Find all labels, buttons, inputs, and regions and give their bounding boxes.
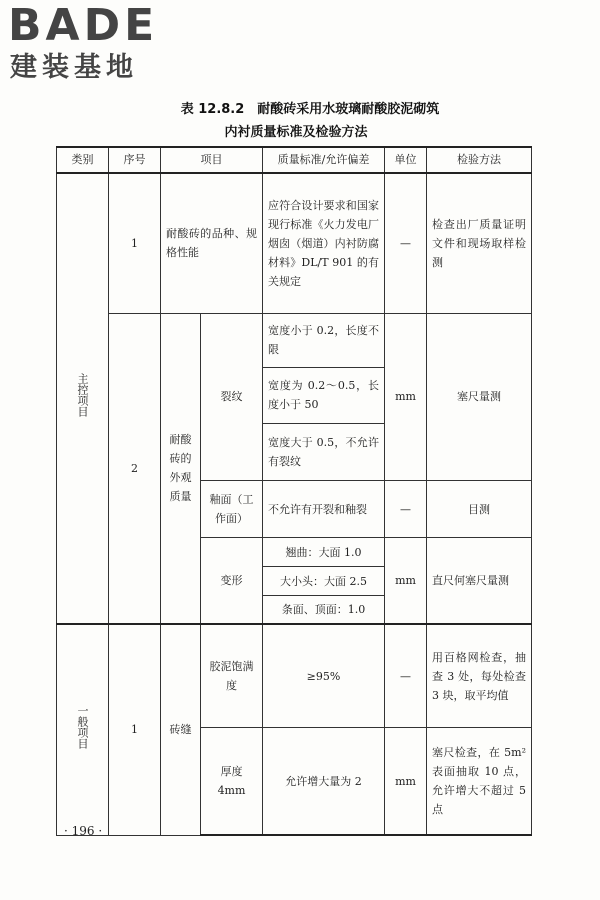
header-seq: 序号 bbox=[109, 147, 161, 173]
subitem-cell: 胶泥饱满度 bbox=[201, 624, 263, 728]
item-cell: 耐酸砖的品种、规格性能 bbox=[161, 173, 263, 313]
table-title-line2: 内衬质量标准及检验方法 bbox=[224, 125, 368, 140]
unit-cell: mm bbox=[385, 728, 427, 835]
method-cell: 直尺何塞尺量测 bbox=[427, 538, 532, 624]
logo-subtitle: 建装基地 bbox=[10, 52, 138, 83]
standard-cell: 宽度小于 0.2，长度不限 bbox=[263, 313, 385, 367]
header-category: 类别 bbox=[57, 147, 109, 173]
method-cell: 塞尺检查，在 5m² 表面抽取 10 点，允许增大不超过 5 点 bbox=[427, 728, 532, 835]
seq-cell: 2 bbox=[109, 313, 161, 624]
table-row bbox=[57, 624, 532, 728]
standard-cell: 宽度为 0.2～0.5，长度小于 50 bbox=[263, 367, 385, 423]
subitem-cell: 釉面（工作面） bbox=[201, 481, 263, 538]
table-row bbox=[57, 313, 532, 367]
subitem-cell: 厚度 4mm bbox=[201, 728, 263, 835]
method-cell: 检查出厂质量证明文件和现场取样检测 bbox=[427, 173, 532, 313]
table-row bbox=[57, 173, 532, 313]
subitem-cell: 裂纹 bbox=[201, 313, 263, 480]
standard-cell: 翘曲：大面 1.0 bbox=[263, 538, 385, 567]
standard-cell: 允许增大量为 2 bbox=[263, 728, 385, 835]
method-cell: 目测 bbox=[427, 481, 532, 538]
standard-cell: 宽度大于 0.5，不允许有裂纹 bbox=[263, 423, 385, 480]
unit-cell: — bbox=[385, 624, 427, 728]
page-number: · 196 · bbox=[64, 824, 103, 838]
table-title-line1: 表 12.8.2 耐酸砖采用水玻璃耐酸胶泥砌筑 bbox=[180, 102, 440, 117]
quality-standard-table bbox=[56, 146, 532, 836]
item-cell: 砖缝 bbox=[161, 624, 201, 835]
header-standard: 质量标准/允许偏差 bbox=[263, 147, 385, 173]
seq-cell: 1 bbox=[109, 173, 161, 313]
method-cell: 塞尺量测 bbox=[427, 313, 532, 480]
unit-cell: — bbox=[385, 481, 427, 538]
unit-cell: mm bbox=[385, 313, 427, 480]
header-unit: 单位 bbox=[385, 147, 427, 173]
brand-logo bbox=[8, 2, 198, 92]
main-category-label: 主控项目 bbox=[76, 373, 89, 418]
standard-cell: 不允许有开裂和釉裂 bbox=[263, 481, 385, 538]
header-row bbox=[57, 147, 532, 173]
header-method: 检验方法 bbox=[427, 147, 532, 173]
seq-cell: 1 bbox=[109, 624, 161, 835]
unit-cell: — bbox=[385, 173, 427, 313]
subitem-cell: 变形 bbox=[201, 538, 263, 624]
standard-cell: 条面、顶面：1.0 bbox=[263, 596, 385, 624]
logo-wordmark: BADE bbox=[8, 0, 159, 51]
item-cell: 耐酸砖的外观质量 bbox=[161, 313, 201, 624]
standard-cell: 应符合设计要求和国家现行标准《火力发电厂烟囱（烟道）内衬防腐材料》DL/T 901 的有关规定 bbox=[263, 173, 385, 313]
standard-cell: 大小头：大面 2.5 bbox=[263, 567, 385, 596]
method-cell: 用百格网检查，抽查 3 处，每处检查 3 块，取平均值 bbox=[427, 624, 532, 728]
header-item: 项目 bbox=[161, 147, 263, 173]
standard-cell: ≥95% bbox=[263, 624, 385, 728]
main-category-cell bbox=[57, 173, 109, 624]
general-category-label: 一般项目 bbox=[76, 704, 89, 749]
unit-cell: mm bbox=[385, 538, 427, 624]
general-category-cell bbox=[57, 624, 109, 835]
